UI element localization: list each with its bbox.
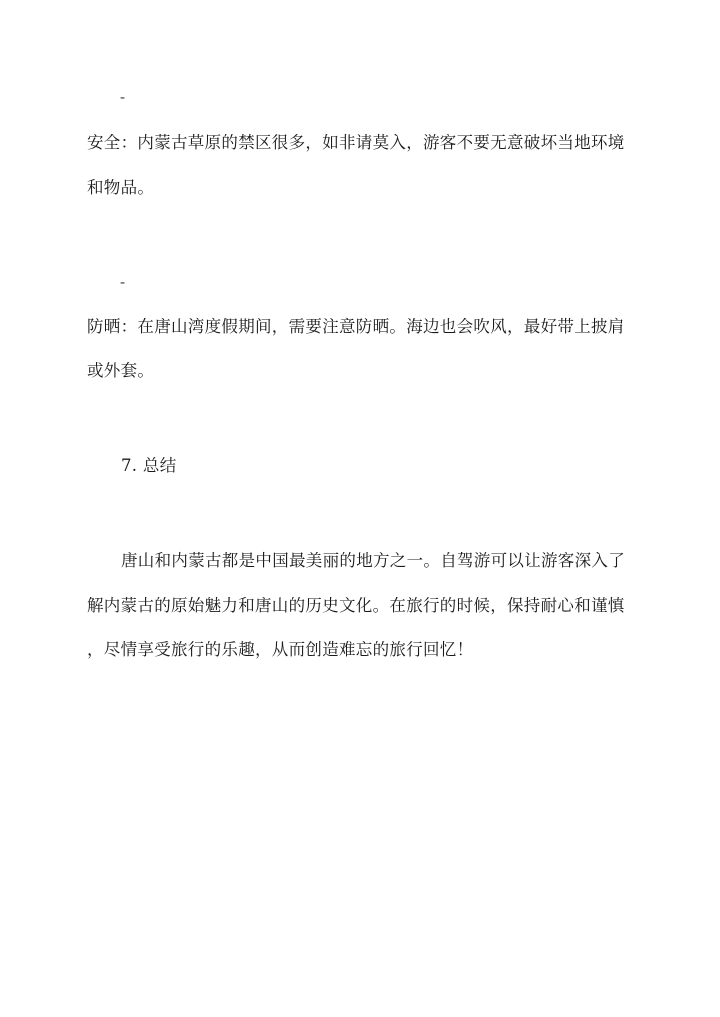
safety-text-line-2: 和物品。 xyxy=(87,178,155,197)
summary-text-line-1: 唐山和内蒙古都是中国最美丽的地方之一。自驾游可以让游客深入了 xyxy=(121,551,625,570)
summary-text-line-2: 解内蒙古的原始魅力和唐山的历史文化。在旅行的时候，保持耐心和谨慎 xyxy=(87,596,625,615)
safety-text-line-1: 安全：内蒙古草原的禁区很多，如非请莫入，游客不要无意破坏当地环境 xyxy=(87,133,625,152)
sun-protection-text-line-2: 或外套。 xyxy=(87,361,155,380)
list-bullet-safety: - xyxy=(120,88,126,106)
list-bullet-sun-protection: - xyxy=(120,273,126,291)
section-heading-summary: 7. 总结 xyxy=(121,456,177,475)
summary-text-line-3: ，尽情享受旅行的乐趣，从而创造难忘的旅行回忆！ xyxy=(87,640,474,659)
sun-protection-text-line-1: 防晒：在唐山湾度假期间，需要注意防晒。海边也会吹风，最好带上披肩 xyxy=(87,317,625,336)
